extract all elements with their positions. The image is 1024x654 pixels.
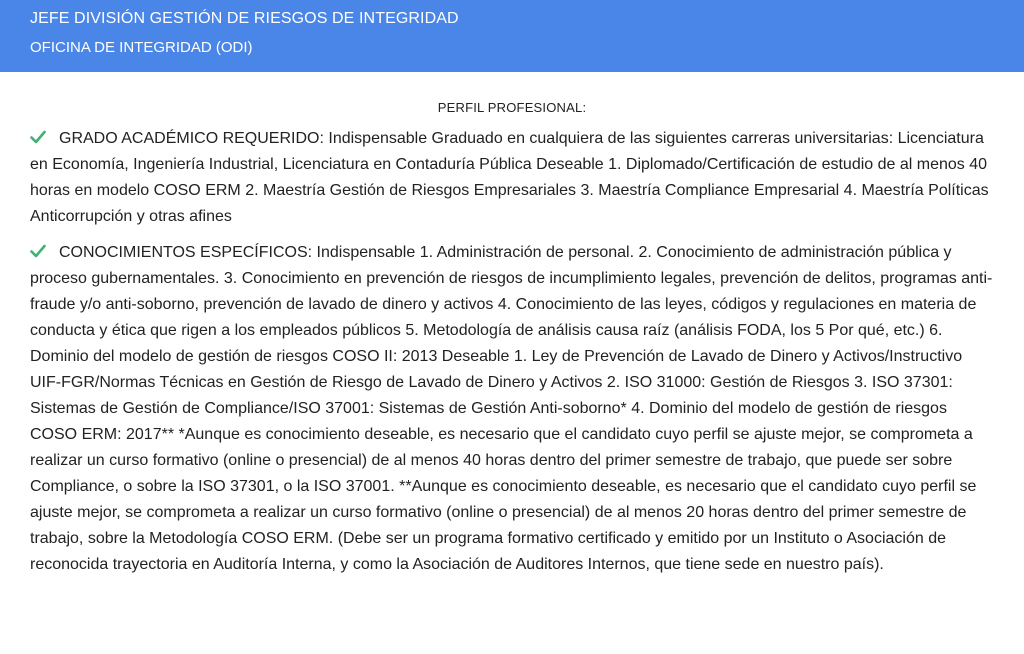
requirement-item-knowledge <box>30 240 994 578</box>
requirement-text: CONOCIMIENTOS ESPECÍFICOS: Indispensable 1. Administración de personal. 2. Conocimiento de administración pública y proceso gubernamentales. 3. Conocimiento en prevención de riesgos de incumplimiento legales, prevención de delitos, programas anti-fraude y/o anti-soborno, prevención de lavado de dinero y activos 4. Conocimiento de las leyes, códigos y regulaciones en materia de conducta y ética que rigen a los empleados públicos 5. Metodología de análisis causa raíz (análisis FODA, los 5 Por qué, etc.) 6. Dominio del modelo de gestión de riesgos COSO II: 2013 Deseable 1. Ley de Prevención de Lavado de Dinero y Activos/Instructivo UIF-FGR/Normas Técnicas en Gestión de Riesgo de Lavado de Dinero y Activos 2. ISO 31000: Gestión de Riesgos 3. ISO 37301: Sistemas de Gestión de Compliance/ISO 37001: Sistemas de Gestión Anti-soborno* 4. Dominio del modelo de gestión de riesgos COSO ERM: 2017** *Aunque es conocimiento deseable, es necesario que el candidato cuyo perfil se ajuste mejor, se comprometa a realizar un curso formativo (online o presencial) de al menos 40 horas dentro del primer semestre de trabajo, que puede ser sobre Compliance, o sobre la ISO 37301, o la ISO 37001. **Aunque es conocimiento deseable, es necesario que el candidato cuyo perfil se ajuste mejor, se comprometa a realizar un curso formativo (online o presencial) de al menos 20 horas dentro del primer semestre de trabajo, sobre la Metodología COSO ERM. (Debe ser un programa formativo certificado y emitido por un Instituto o Asociación de reconocida trayectoria en Auditoría Interna, y como la Asociación de Auditores Internos, que tiene sede en nuestro país). <box>30 244 993 573</box>
profile-section <box>0 100 1024 578</box>
job-title: JEFE DIVISIÓN GESTIÓN DE RIESGOS DE INTEGRIDAD <box>30 10 459 27</box>
profile-heading: PERFIL PROFESIONAL: <box>437 100 587 115</box>
requirement-item-academic <box>30 126 994 230</box>
department-name: OFICINA DE INTEGRIDAD (ODI) <box>30 39 253 56</box>
check-icon <box>30 130 46 144</box>
requirement-text: GRADO ACADÉMICO REQUERIDO: Indispensable Graduado en cualquiera de las siguientes carreras universitarias: Licenciatura en Economía, Ingeniería Industrial, Licenciatura en Contaduría Pública Deseable 1. Diplomado/Certificación de estudio de al menos 40 horas en modelo COSO ERM 2. Maestría Gestión de Riesgos Empresariales 3. Maestría Compliance Empresarial 4. Maestría Políticas Anticorrupción y otras afines <box>30 130 989 225</box>
job-header <box>0 0 1024 72</box>
check-icon <box>30 244 46 258</box>
